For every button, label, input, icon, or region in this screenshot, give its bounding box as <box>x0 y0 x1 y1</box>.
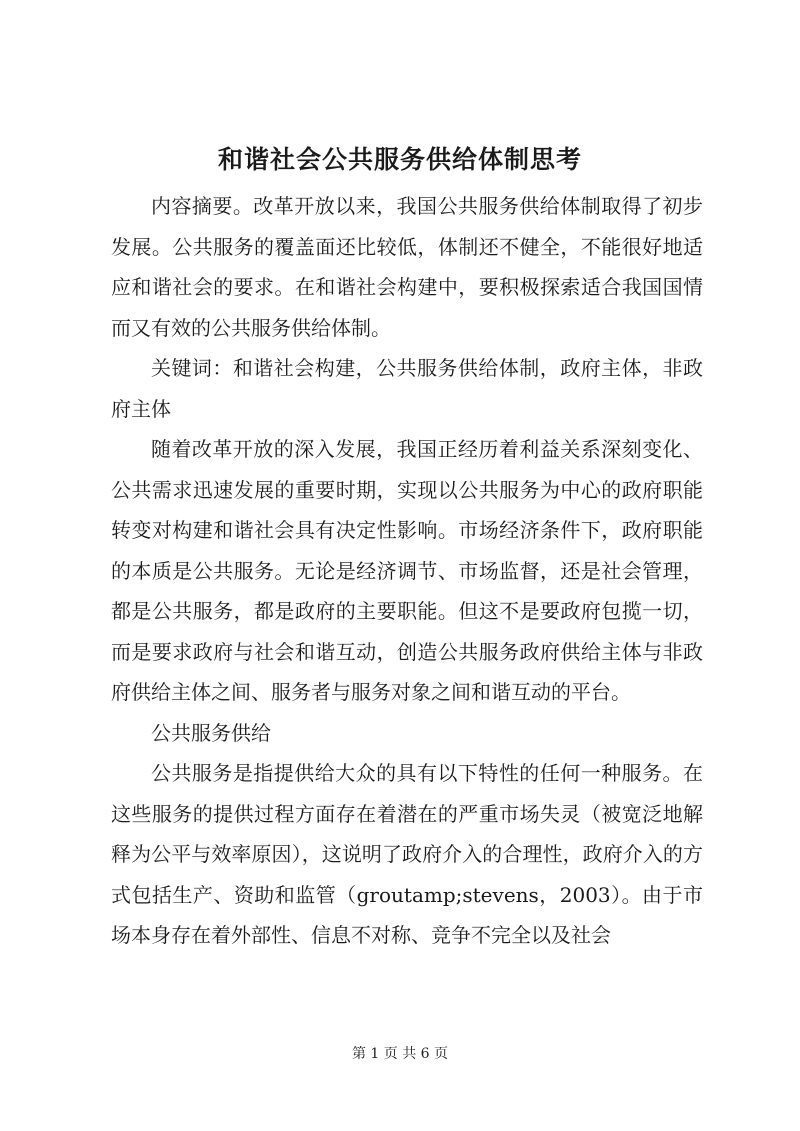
body-paragraph: 随着改革开放的深入发展，我国正经历着利益关系深刻变化、公共需求迅速发展的重要时期，实现以公共服务为中心的政府职能转变对构建和谐社会具有决定性影响。市场经济条件下，政府职能的本质是公共服务。无论是经济调节、市场监督，还是社会管理，都是公共服务，都是政府的主要职能。但这不是要政府包揽一切，而是要求政府与社会和谐互动，创造公共服务政府供给主体与非政府供给主体之间、服务者与服务对象之间和谐互动的平台。 <box>111 437 703 704</box>
body-paragraph: 公共服务是指提供给大众的具有以下特性的任何一种服务。在这些服务的提供过程方面存在着潜在的严重市场失灵（被宽泛地解释为公平与效率原因），这说明了政府介入的合理性，政府介入的方式包括生产、资助和监管（groutamp;stevens，2003）。由于市场本身存在着外部性、信息不对称、竞争不完全以及社会 <box>111 761 703 947</box>
document-title: 和谐社会公共服务供给体制思考 <box>217 145 582 174</box>
keywords-paragraph: 关键词：和谐社会构建，公共服务供给体制，政府主体，非政府主体 <box>111 356 703 421</box>
document-body <box>111 186 703 956</box>
abstract-paragraph: 内容摘要。改革开放以来，我国公共服务供给体制取得了初步发展。公共服务的覆盖面还比较低，体制还不健全，不能很好地适应和谐社会的要求。在和谐社会构建中，要积极探索适合我国国情而又有效的公共服务供给体制。 <box>111 194 703 340</box>
page-number-footer: 第 1 页 共 6 页 <box>351 1046 449 1062</box>
section-heading: 公共服务供给 <box>151 720 271 745</box>
